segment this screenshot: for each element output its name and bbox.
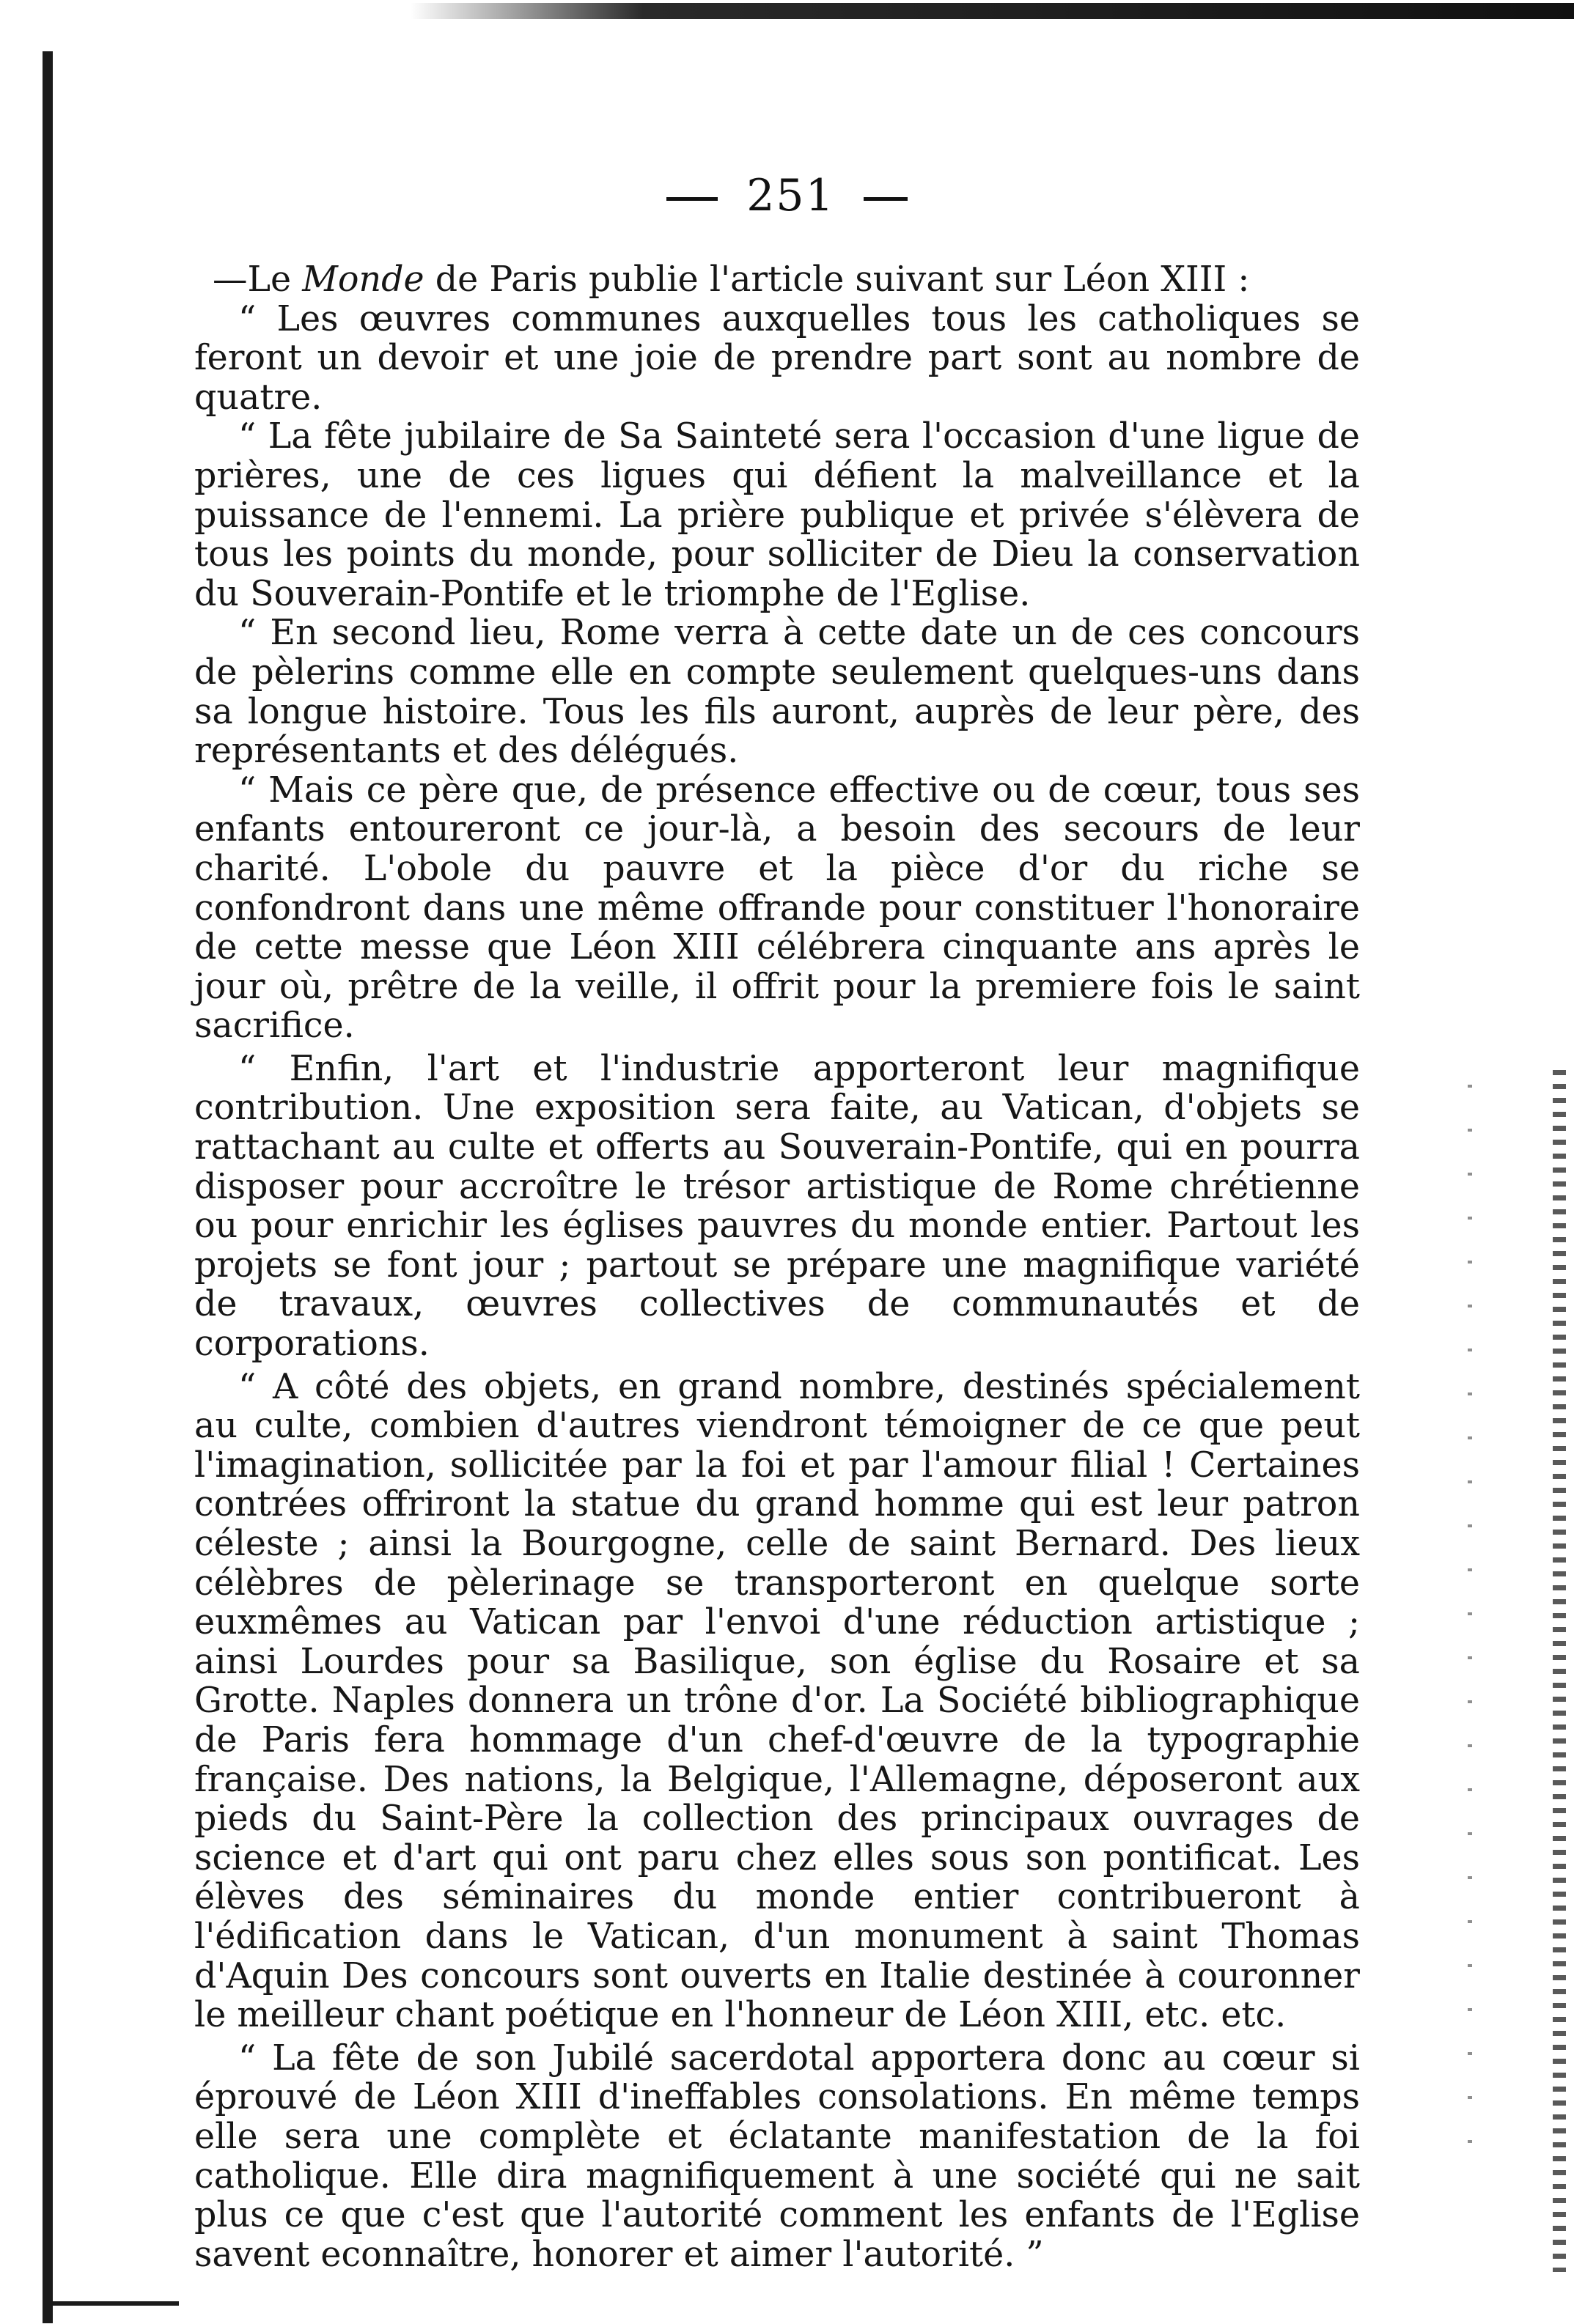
article-body: [194, 260, 1360, 2274]
intro-suffix: de Paris publie l'article suivant sur Léon XIII :: [424, 259, 1250, 300]
scan-left-border: [43, 51, 53, 2323]
scan-right-edge-dots: [1468, 1085, 1472, 2169]
paragraph-jubile: “ La fête de son Jubilé sacerdotal apportera donc au cœur si éprouvé de Léon XIII d'ineffables consolations. En même temps elle sera une complète et éclatante manifestation de la foi catholique. Elle dira magnifiquement à une société qui ne sait plus ce que c'est que l'autorité comment les enfants de l'Eglise savent econnaître, honorer et aimer l'autorité. ”: [194, 2037, 1360, 2275]
scan-bottom-left-mark: [47, 2301, 179, 2306]
paragraph-offrande: “ Mais ce père que, de présence effective ou de cœur, tous ses enfants entoureront ce jour-là, a besoin des secours de leur charité. L'obole du pauvre et la pièce d'or du riche se confondront dans une même offrande pour constituer l'honoraire de cette messe que Léon XIII célébrera cinquante ans après le jour où, prêtre de la veille, il offrit pour la premiere fois le saint sacrifice.: [194, 770, 1360, 1047]
paragraph-pelerins: “ En second lieu, Rome verra à cette date un de ces concours de pèlerins comme elle en compte seulement quelques-uns dans sa longue histoire. Tous les fils auront, auprès de leur père, des représentants et des délégués.: [194, 613, 1360, 772]
intro-paragraph: [194, 260, 1360, 300]
paragraph-objets: “ A côté des objets, en grand nombre, destinés spécialement au culte, combien d'autres viendront témoigner de ce que peut l'imagination, sollicitée par la foi et par l'amour filial ! Certaines contrées offriront la statue du grand homme qui est leur patron céleste ; ainsi la Bourgogne, celle de saint Bernard. Des lieux célèbres de pèlerinage se transporteront en quelque sorte euxmêmes au Vatican par l'envoi d'une réduction artistique ; ainsi Lourdes pour sa Basilique, son église du Rosaire et sa Grotte. Naples donnera un trône d'or. La Société bibliographique de Paris fera hommage d'un chef-d'œuvre de la typographie française. Des nations, la Belgique, l'Allemagne, déposeront aux pieds du Saint-Père la collection des principaux ouvrages de science et d'art qui ont paru chez elles sous son pontificat. Les élèves des séminaires du monde entier contribueront à l'édification dans le Vatican, d'un monument à saint Thomas d'Aquin Des concours sont ouverts en Italie destinée à couronner le meilleur chant poétique en l'honneur de Léon XIII, etc. etc.: [194, 1366, 1360, 2036]
scan-right-edge-noise: [1553, 1070, 1566, 2272]
page-number: [0, 170, 1574, 221]
page-number-value: 251: [746, 170, 835, 221]
paragraph-exposition: “ Enfin, l'art et l'industrie apporteront leur magnifique contribution. Une exposition sera faite, au Vatican, d'objets se rattachant au culte et offerts au Souverain-Pontife, qui en pourra disposer pour accroître le trésor artistique de Rome chrétienne ou pour enrichir les églises pauvres du monde entier. Partout les projets se font jour ; partout se prépare une magnifique variété de travaux, œuvres collectives de communautés et de corporations.: [194, 1048, 1360, 1365]
newspaper-title: Monde: [302, 259, 424, 300]
paragraph-ligue-prieres: “ La fête jubilaire de Sa Sainteté sera l'occasion d'une ligue de prières, une de ces ligues qui défient la malveillance et la puissance de l'ennemi. La prière publique et privée s'élèvera de tous les points du monde, pour solliciter de Dieu la conservation du Souverain-Pontife et le triomphe de l'Eglise.: [194, 416, 1360, 614]
scan-top-border: [411, 3, 1574, 19]
intro-prefix: —Le: [213, 259, 303, 300]
paragraph-oeuvres: “ Les œuvres communes auxquelles tous les catholiques se feront un devoir et une joie de prendre part sont au nombre de quatre.: [194, 298, 1360, 418]
